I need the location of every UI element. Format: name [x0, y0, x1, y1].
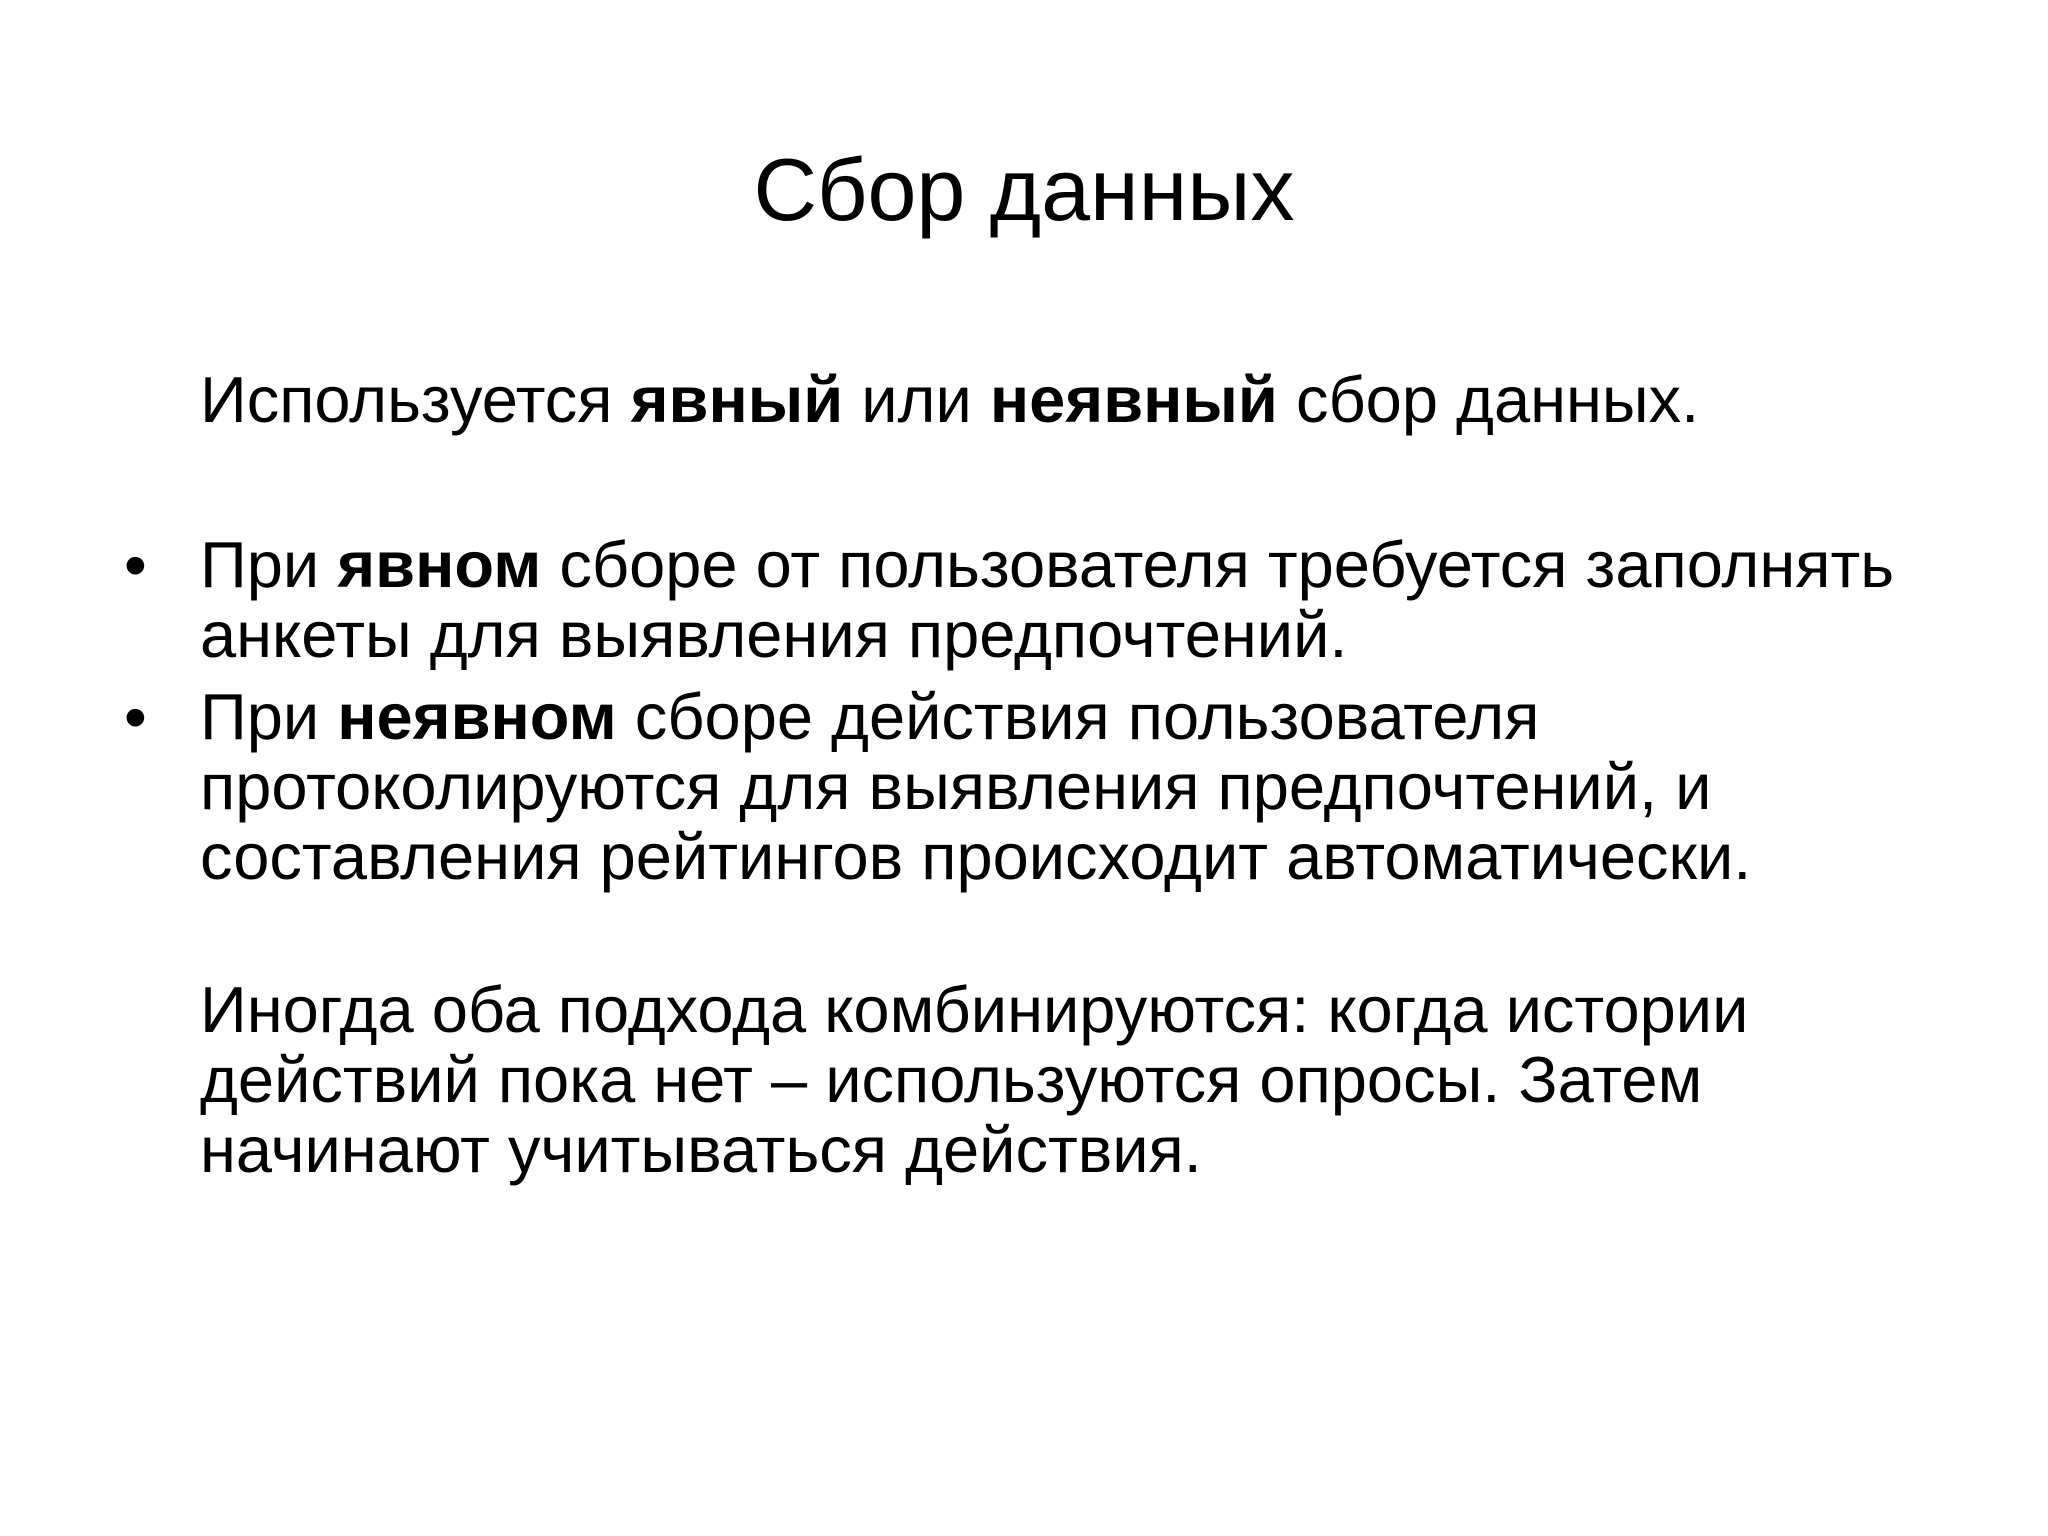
slide-title: Сбор данных	[753, 140, 1295, 239]
intro-text-2: или	[843, 363, 990, 436]
bullet-text-post: сборе действия пользователя протоколируются для выявления предпочтений, и составления рейтингов происходит автоматически.	[200, 680, 1752, 893]
outro-paragraph: Иногда оба подхода комбинируются: когда истории действий пока нет – используются опросы. Затем начинают учитываться действия.	[200, 973, 1749, 1186]
intro-text-3: сбор данных.	[1277, 363, 1700, 436]
bullet-text-bold: неявном	[337, 680, 617, 753]
bullet-dot: •	[124, 528, 147, 601]
bullet-item-implicit	[0, 682, 1920, 892]
intro-text-1: Используется	[200, 363, 631, 436]
intro-paragraph	[200, 365, 1920, 435]
bullet-text-post: сборе от пользователя требуется заполнять анкеты для выявления предпочтений.	[200, 528, 1895, 671]
intro-bold-explicit: явный	[630, 363, 844, 436]
bullet-text-pre: При	[200, 680, 338, 753]
bullet-item-explicit	[0, 530, 1920, 670]
bullet-text-pre: При	[200, 528, 338, 601]
intro-bold-implicit: неявный	[989, 363, 1278, 436]
bullet-list	[0, 530, 2048, 892]
bullet-dot: •	[124, 680, 147, 753]
bullet-text-bold: явном	[337, 528, 542, 601]
